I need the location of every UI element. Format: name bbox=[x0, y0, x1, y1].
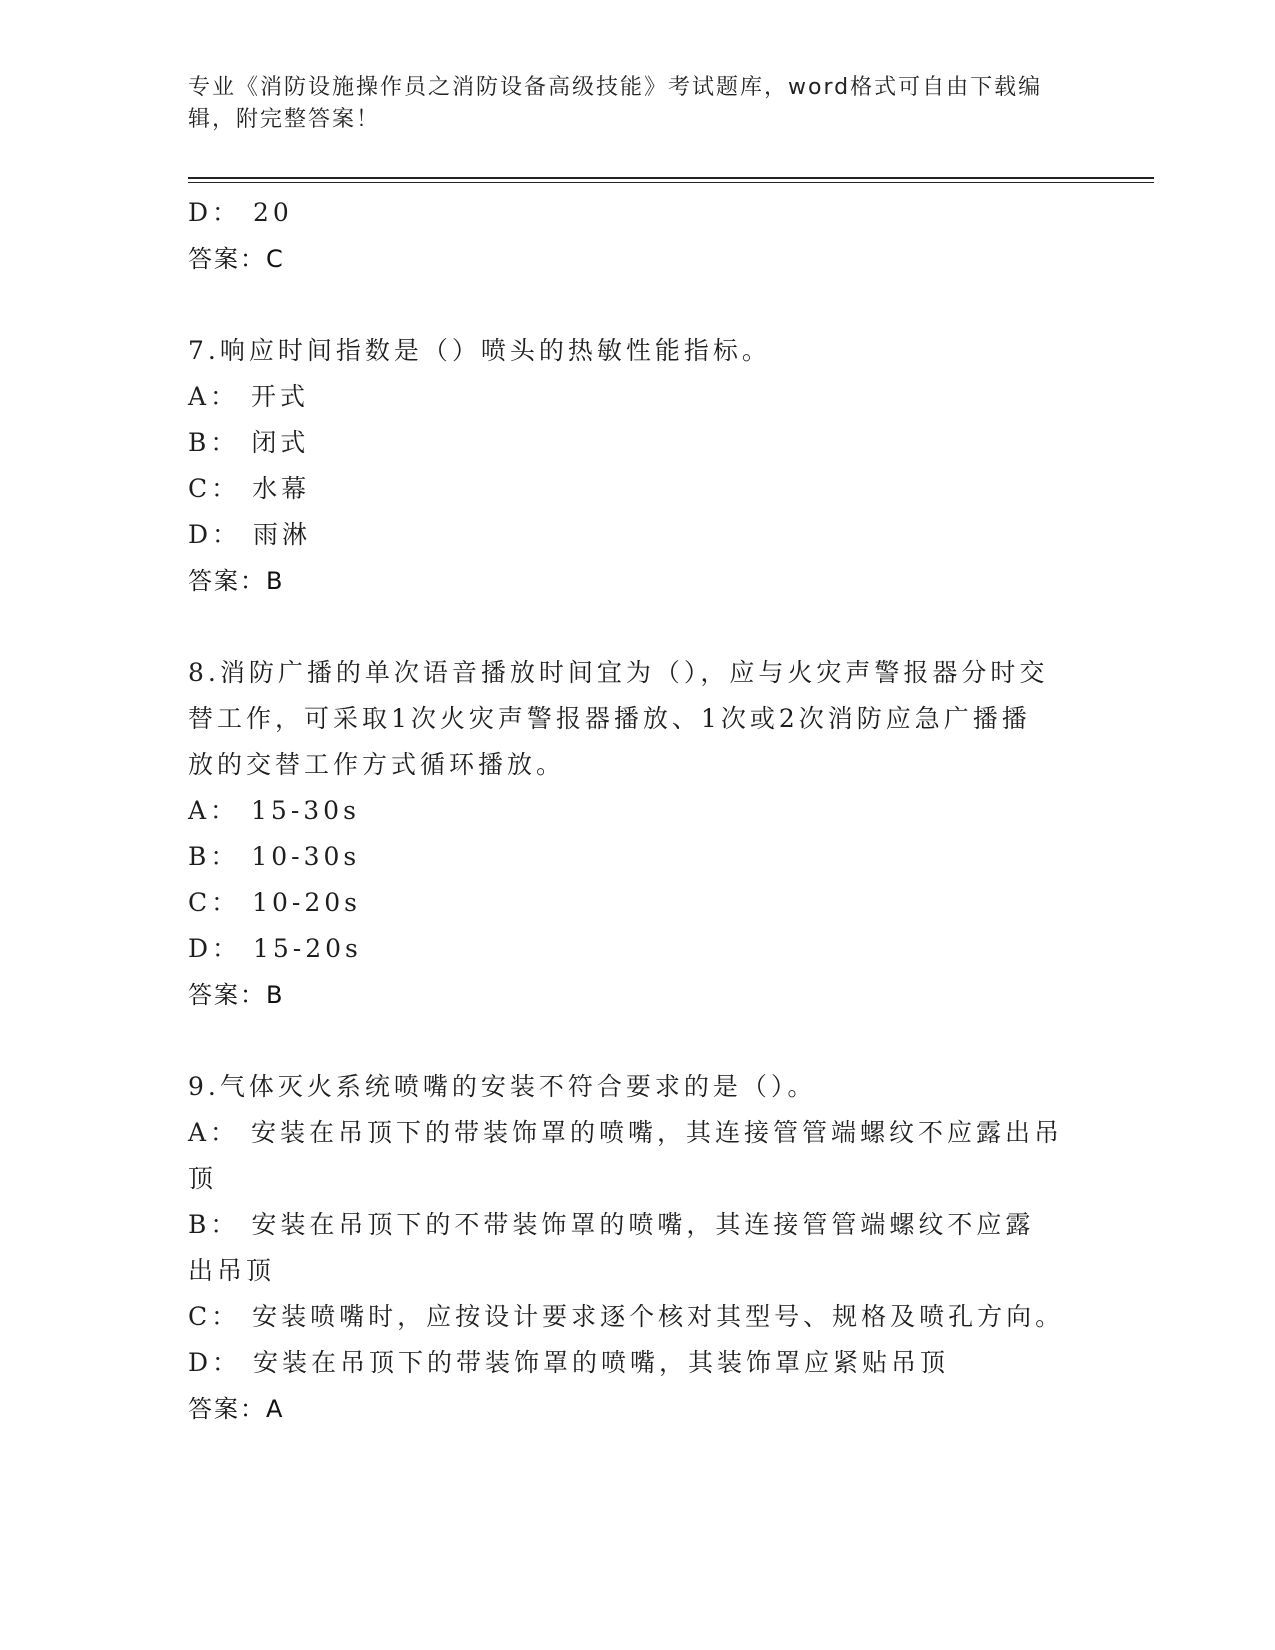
document-header: 专业《消防设施操作员之消防设备高级技能》考试题库，word格式可自由下载编辑，附完整答案！ bbox=[188, 75, 1043, 132]
question-content bbox=[188, 190, 1088, 1432]
question-9 bbox=[188, 1064, 1088, 1432]
question-stem: 9.气体灭火系统喷嘴的安装不符合要求的是（）。 bbox=[188, 1072, 817, 1101]
question-8 bbox=[188, 650, 1088, 1018]
option-b: B： 闭式 bbox=[188, 428, 310, 457]
answer: 答案：A bbox=[188, 1395, 285, 1423]
question-stem: 7.响应时间指数是（）喷头的热敏性能指标。 bbox=[188, 336, 771, 365]
answer: 答案：B bbox=[188, 981, 285, 1009]
option-d: D： 安装在吊顶下的带装饰罩的喷嘴，其装饰罩应紧贴吊顶 bbox=[188, 1348, 949, 1377]
header-divider-thick bbox=[188, 177, 1154, 179]
prev-answer: 答案：C bbox=[188, 245, 285, 273]
option-c: C： 水幕 bbox=[188, 474, 311, 503]
question-7 bbox=[188, 328, 1088, 604]
option-d: D： 雨淋 bbox=[188, 520, 311, 549]
prev-option-d: D： 20 bbox=[188, 198, 293, 227]
answer: 答案：B bbox=[188, 567, 285, 595]
option-c: C： 10-20s bbox=[188, 888, 361, 917]
option-d: D： 15-20s bbox=[188, 934, 362, 963]
question-stem: 8.消防广播的单次语音播放时间宜为（），应与火灾声警报器分时交替工作，可采取1次火灾声警报器播放、1次或2次消防应急广播播放的交替工作方式循环播放。 bbox=[188, 658, 1049, 779]
option-a: A： 开式 bbox=[188, 382, 310, 411]
option-b: B： 安装在吊顶下的不带装饰罩的喷嘴，其连接管管端螺纹不应露出吊顶 bbox=[188, 1210, 1035, 1285]
header-divider-thin bbox=[188, 182, 1154, 183]
option-a: A： 安装在吊顶下的带装饰罩的喷嘴，其连接管管端螺纹不应露出吊顶 bbox=[188, 1118, 1064, 1193]
option-a: A： 15-30s bbox=[188, 796, 360, 825]
option-c: C： 安装喷嘴时，应按设计要求逐个核对其型号、规格及喷孔方向。 bbox=[188, 1302, 1065, 1331]
option-b: B： 10-30s bbox=[188, 842, 361, 871]
